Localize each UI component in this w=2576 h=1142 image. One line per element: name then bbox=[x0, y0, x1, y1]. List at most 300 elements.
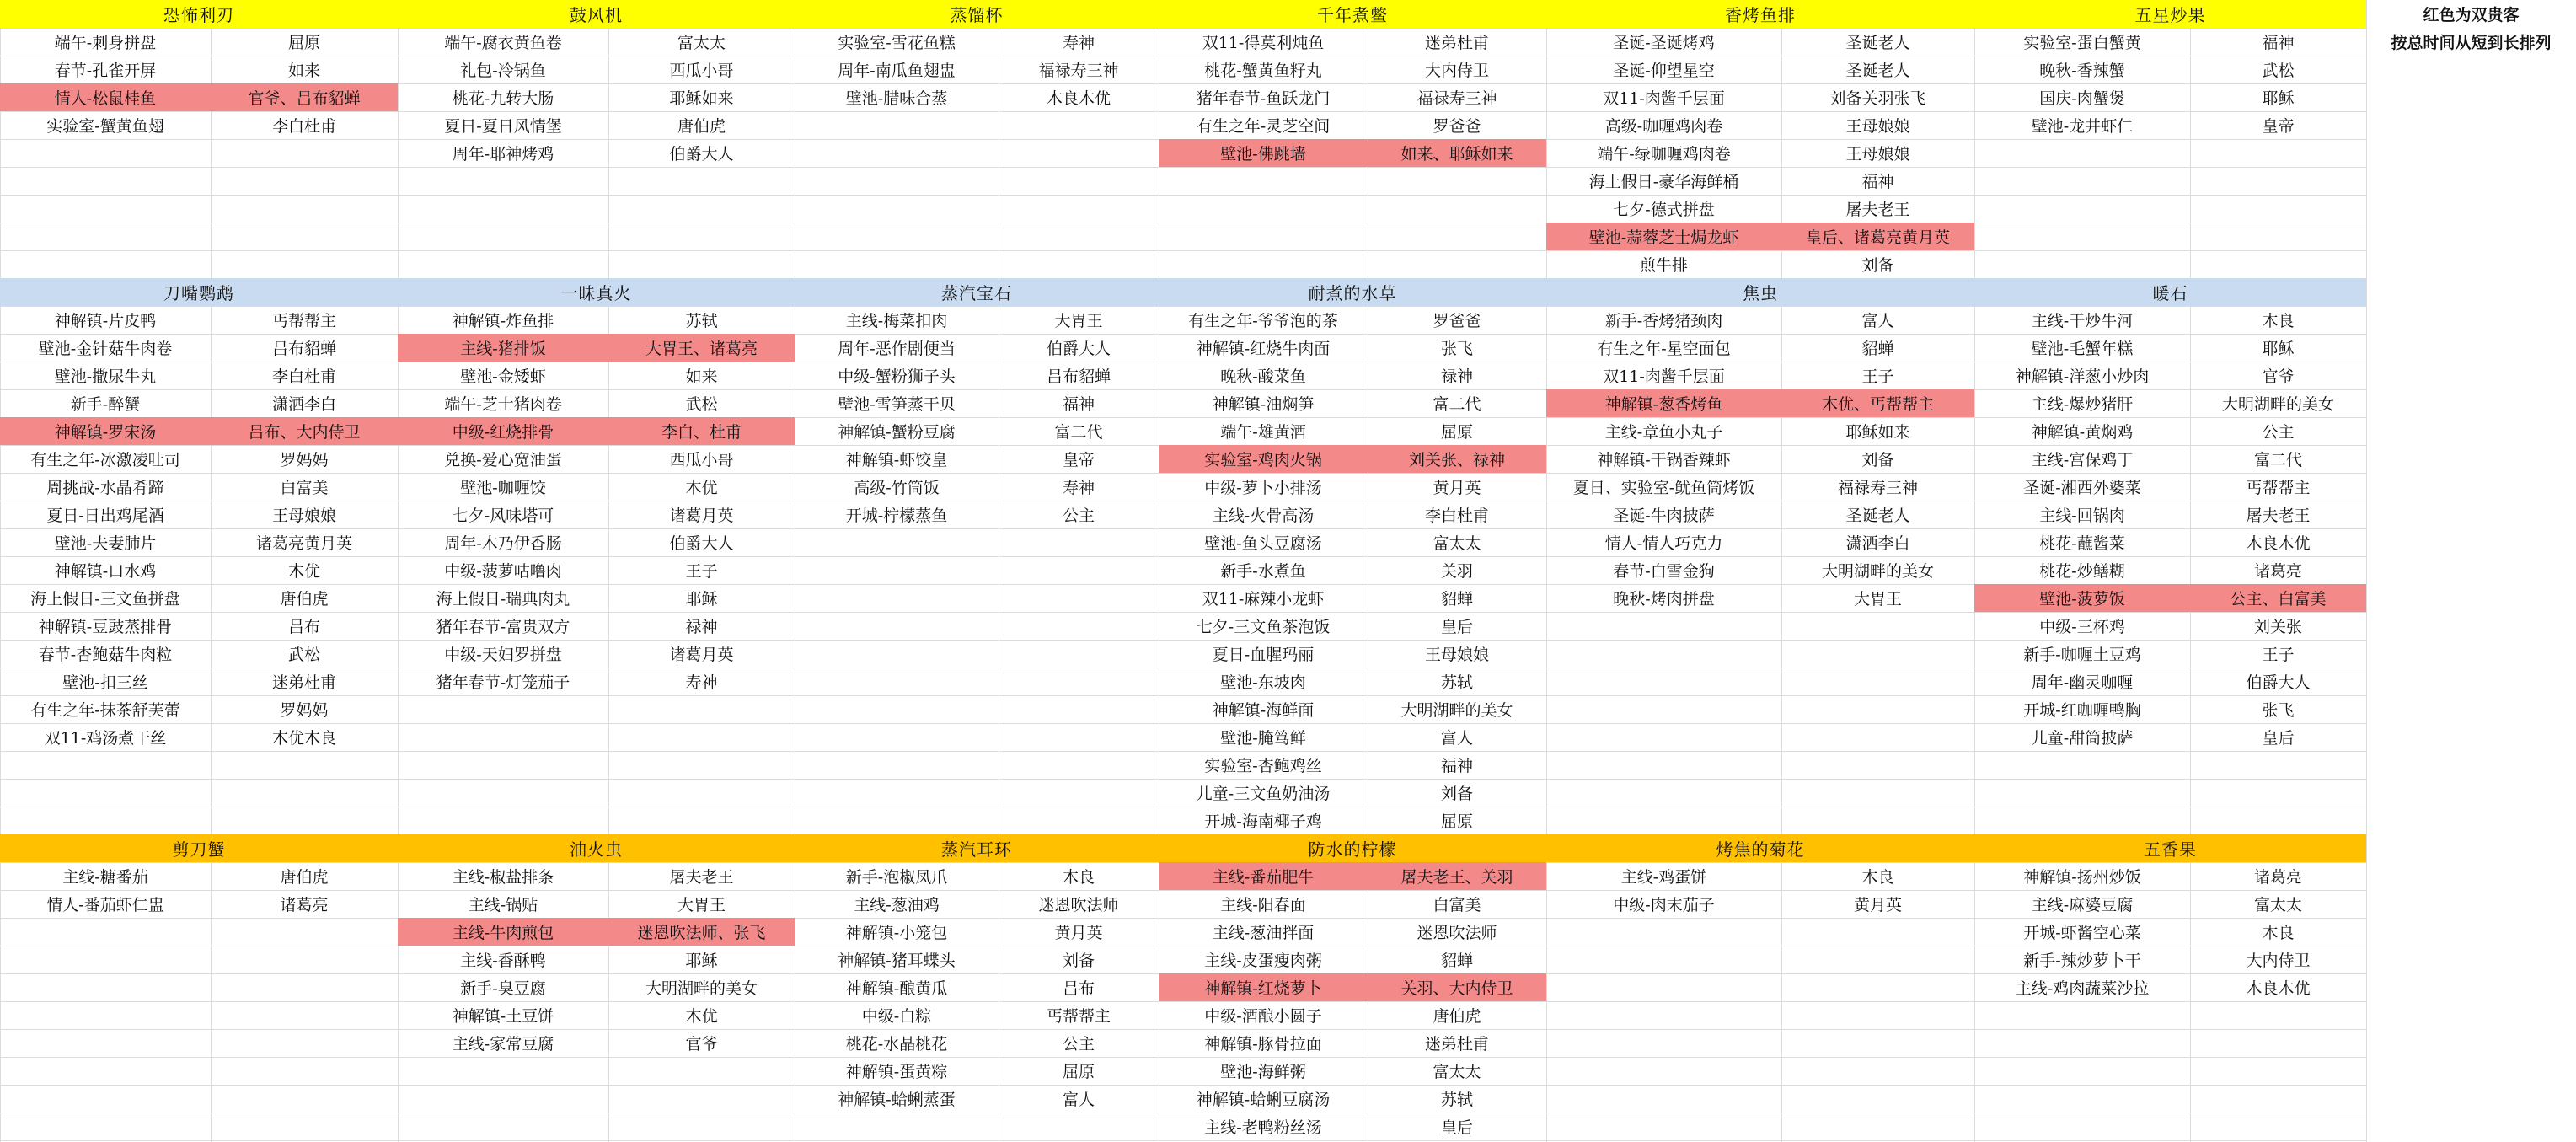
guest-cell[interactable]: 刘备 bbox=[1861, 451, 1894, 469]
dish-cell[interactable]: 端午-刺身拼盘 bbox=[54, 34, 157, 52]
guest-cell[interactable]: 大胃王 bbox=[1054, 312, 1103, 330]
dish-cell[interactable]: 壁池-扣三丝 bbox=[62, 673, 148, 692]
dish-cell[interactable]: 实验室-雪花鱼糕 bbox=[838, 34, 956, 52]
guest-cell[interactable]: 诸葛月英 bbox=[669, 507, 734, 525]
dish-cell[interactable]: 桃花-蘸酱菜 bbox=[2039, 534, 2125, 553]
guest-cell[interactable]: 屈原 bbox=[1440, 423, 1473, 442]
guest-cell[interactable]: 屠夫老王 bbox=[2246, 507, 2311, 525]
dish-cell[interactable]: 神解镇-蛤蜊豆腐汤 bbox=[1196, 1091, 1331, 1109]
guest-cell[interactable]: 迷恩吹法师 bbox=[1038, 896, 1119, 914]
dish-cell[interactable]: 神解镇-土豆饼 bbox=[452, 1007, 554, 1026]
dish-cell[interactable]: 壁池-蒜蓉芝士焗龙虾 bbox=[1546, 223, 1781, 250]
guest-cell[interactable]: 富太太 bbox=[1433, 534, 1481, 553]
guest-cell[interactable]: 大明湖畔的美女 bbox=[1400, 701, 1513, 720]
guest-cell[interactable]: 王母娘娘 bbox=[1845, 117, 1910, 136]
dish-cell[interactable]: 壁池-撒尿牛丸 bbox=[54, 367, 157, 386]
dish-cell[interactable]: 端午-雄黄酒 bbox=[1220, 423, 1306, 442]
guest-cell[interactable]: 木良 bbox=[2262, 924, 2295, 942]
dish-cell[interactable]: 海上假日-三文鱼拼盘 bbox=[30, 590, 180, 609]
dish-cell[interactable]: 中级-蟹粉狮子头 bbox=[838, 367, 956, 386]
guest-cell[interactable]: 木良 bbox=[2262, 312, 2295, 330]
guest-cell[interactable]: 诸葛亮 bbox=[2253, 868, 2302, 887]
dish-cell[interactable]: 端午-腐衣黄鱼卷 bbox=[444, 34, 562, 52]
guest-cell[interactable]: 禄神 bbox=[1440, 367, 1473, 386]
guest-cell[interactable]: 吕布貂蝉 bbox=[271, 340, 336, 358]
dish-cell[interactable]: 神解镇-红烧萝卜 bbox=[1159, 973, 1368, 1001]
dish-cell[interactable]: 壁池-东坡肉 bbox=[1220, 673, 1306, 692]
dish-cell[interactable]: 主线-牛肉煎包 bbox=[398, 918, 608, 946]
dish-cell[interactable]: 主线-糖番茄 bbox=[62, 868, 148, 887]
dish-cell[interactable]: 主线-章鱼小丸子 bbox=[1604, 423, 1723, 442]
dish-cell[interactable]: 主线-阳春面 bbox=[1220, 896, 1306, 914]
dish-cell[interactable]: 双11-麻辣小龙虾 bbox=[1202, 590, 1325, 609]
dish-cell[interactable]: 神解镇-黄焖鸡 bbox=[2031, 423, 2134, 442]
dish-cell[interactable]: 晚秋-香辣蟹 bbox=[2039, 62, 2125, 80]
dish-cell[interactable]: 壁池-海鲜粥 bbox=[1220, 1063, 1306, 1081]
dish-cell[interactable]: 双11-得莫利炖鱼 bbox=[1202, 34, 1325, 52]
guest-cell[interactable]: 富人 bbox=[1861, 312, 1894, 330]
column-header[interactable]: 蒸馏杯 bbox=[795, 0, 1159, 28]
dish-cell[interactable]: 新手-水煮鱼 bbox=[1220, 562, 1306, 581]
column-header[interactable]: 烤焦的菊花 bbox=[1546, 834, 1974, 862]
guest-cell[interactable]: 伯爵大人 bbox=[1046, 340, 1111, 358]
guest-cell[interactable]: 李白、杜甫 bbox=[608, 417, 795, 445]
guest-cell[interactable]: 圣诞老人 bbox=[1845, 62, 1910, 80]
column-header[interactable]: 恐怖利刃 bbox=[0, 0, 398, 28]
dish-cell[interactable]: 兑换-爱心宽油蛋 bbox=[444, 451, 562, 469]
guest-cell[interactable]: 伯爵大人 bbox=[669, 534, 734, 553]
column-header[interactable]: 油火虫 bbox=[398, 834, 795, 862]
dish-cell[interactable]: 主线-家常豆腐 bbox=[452, 1035, 554, 1054]
dish-cell[interactable]: 情人-番茄虾仁盅 bbox=[46, 896, 164, 914]
dish-cell[interactable]: 圣诞-圣诞烤鸡 bbox=[1613, 34, 1715, 52]
guest-cell[interactable]: 迷恩吹法师 bbox=[1417, 924, 1497, 942]
dish-cell[interactable]: 神解镇-口水鸡 bbox=[54, 562, 157, 581]
guest-cell[interactable]: 寿神 bbox=[1062, 34, 1095, 52]
guest-cell[interactable]: 罗妈妈 bbox=[280, 701, 329, 720]
dish-cell[interactable]: 神解镇-扬州炒饭 bbox=[2023, 868, 2141, 887]
dish-cell[interactable]: 新手-泡椒凤爪 bbox=[845, 868, 948, 887]
dish-cell[interactable]: 情人-松鼠桂鱼 bbox=[0, 83, 211, 111]
dish-cell[interactable]: 主线-回锅肉 bbox=[2039, 507, 2125, 525]
dish-cell[interactable]: 神解镇-葱香烤鱼 bbox=[1546, 389, 1781, 417]
dish-cell[interactable]: 猪年春节-灯笼茄子 bbox=[436, 673, 570, 692]
dish-cell[interactable]: 七夕-三文鱼茶泡饭 bbox=[1196, 618, 1331, 636]
guest-cell[interactable]: 木良 bbox=[1861, 868, 1894, 887]
dish-cell[interactable]: 晚秋-酸菜鱼 bbox=[1220, 367, 1306, 386]
guest-cell[interactable]: 皇后、诸葛亮黄月英 bbox=[1781, 223, 1974, 250]
column-header[interactable]: 剪刀蟹 bbox=[0, 834, 398, 862]
dish-cell[interactable]: 有生之年-爷爷泡的茶 bbox=[1188, 312, 1338, 330]
guest-cell[interactable]: 圣诞老人 bbox=[1845, 34, 1910, 52]
guest-cell[interactable]: 王子 bbox=[1861, 367, 1894, 386]
column-header[interactable]: 蒸汽耳环 bbox=[795, 834, 1159, 862]
guest-cell[interactable]: 关羽 bbox=[1440, 562, 1473, 581]
guest-cell[interactable]: 木良木优 bbox=[1046, 89, 1111, 108]
dish-cell[interactable]: 壁池-鱼头豆腐汤 bbox=[1204, 534, 1322, 553]
dish-cell[interactable]: 神解镇-炸鱼排 bbox=[452, 312, 554, 330]
guest-cell[interactable]: 诸葛亮 bbox=[280, 896, 329, 914]
guest-cell[interactable]: 皇帝 bbox=[2262, 117, 2295, 136]
dish-cell[interactable]: 中级-菠萝咕噜肉 bbox=[444, 562, 562, 581]
dish-cell[interactable]: 壁池-雪笋蒸干贝 bbox=[838, 395, 956, 414]
dish-cell[interactable]: 猪年春节-鱼跃龙门 bbox=[1196, 89, 1331, 108]
guest-cell[interactable]: 迷恩吹法师、张飞 bbox=[608, 918, 795, 946]
dish-cell[interactable]: 主线-爆炒猪肝 bbox=[2031, 395, 2134, 414]
guest-cell[interactable]: 寿神 bbox=[1062, 479, 1095, 497]
guest-cell[interactable]: 吕布、大内侍卫 bbox=[211, 417, 398, 445]
guest-cell[interactable]: 罗爸爸 bbox=[1433, 312, 1481, 330]
guest-cell[interactable]: 潇洒李白 bbox=[1845, 534, 1910, 553]
dish-cell[interactable]: 周年-恶作剧便当 bbox=[838, 340, 956, 358]
guest-cell[interactable]: 唐伯虎 bbox=[1433, 1007, 1481, 1026]
dish-cell[interactable]: 主线-葱油鸡 bbox=[854, 896, 940, 914]
guest-cell[interactable]: 木良木优 bbox=[2246, 979, 2311, 998]
dish-cell[interactable]: 神解镇-蟹粉豆腐 bbox=[838, 423, 956, 442]
guest-cell[interactable]: 刘备关羽张飞 bbox=[1829, 89, 1926, 108]
guest-cell[interactable]: 皇后 bbox=[1440, 1118, 1473, 1137]
guest-cell[interactable]: 富二代 bbox=[1433, 395, 1481, 414]
guest-cell[interactable]: 富太太 bbox=[1433, 1063, 1481, 1081]
guest-cell[interactable]: 福禄寿三神 bbox=[1837, 479, 1918, 497]
dish-cell[interactable]: 桃花-九转大肠 bbox=[452, 89, 554, 108]
guest-cell[interactable]: 富人 bbox=[1062, 1091, 1095, 1109]
dish-cell[interactable]: 中级-酒酿小圆子 bbox=[1204, 1007, 1322, 1026]
guest-cell[interactable]: 耶稣如来 bbox=[1845, 423, 1910, 442]
guest-cell[interactable]: 黄月英 bbox=[1853, 896, 1902, 914]
guest-cell[interactable]: 耶稣如来 bbox=[669, 89, 734, 108]
dish-cell[interactable]: 主线-番茄肥牛 bbox=[1159, 862, 1368, 890]
dish-cell[interactable]: 中级-红烧排骨 bbox=[398, 417, 608, 445]
dish-cell[interactable]: 主线-梅菜扣肉 bbox=[845, 312, 948, 330]
dish-cell[interactable]: 端午-绿咖喱鸡肉卷 bbox=[1597, 145, 1731, 164]
column-header[interactable]: 鼓风机 bbox=[398, 0, 795, 28]
guest-cell[interactable]: 公主、白富美 bbox=[2190, 584, 2366, 612]
dish-cell[interactable]: 春节-杏鲍菇牛肉粒 bbox=[38, 646, 173, 664]
guest-cell[interactable]: 大胃王 bbox=[677, 896, 726, 914]
guest-cell[interactable]: 潇洒李白 bbox=[271, 395, 336, 414]
dish-cell[interactable]: 夏日-夏日风情堡 bbox=[444, 117, 562, 136]
dish-cell[interactable]: 壁池-腌笃鲜 bbox=[1220, 729, 1306, 748]
dish-cell[interactable]: 主线-老鸭粉丝汤 bbox=[1204, 1118, 1322, 1137]
guest-cell[interactable]: 皇后 bbox=[1440, 618, 1473, 636]
dish-cell[interactable]: 礼包-冷锅鱼 bbox=[460, 62, 546, 80]
dish-cell[interactable]: 神解镇-红烧牛肉面 bbox=[1196, 340, 1331, 358]
dish-cell[interactable]: 新手-醉蟹 bbox=[70, 395, 141, 414]
dish-cell[interactable]: 海上假日-豪华海鲜桶 bbox=[1588, 173, 1739, 191]
dish-cell[interactable]: 圣诞-牛肉披萨 bbox=[1613, 507, 1715, 525]
guest-cell[interactable]: 富二代 bbox=[1054, 423, 1103, 442]
dish-cell[interactable]: 壁池-腊味合蒸 bbox=[845, 89, 948, 108]
dish-cell[interactable]: 有生之年-灵芝空间 bbox=[1196, 117, 1331, 136]
guest-cell[interactable]: 罗妈妈 bbox=[280, 451, 329, 469]
guest-cell[interactable]: 王母娘娘 bbox=[1845, 145, 1910, 164]
guest-cell[interactable]: 木良 bbox=[1062, 868, 1095, 887]
guest-cell[interactable]: 迷弟杜甫 bbox=[1424, 1035, 1489, 1054]
guest-cell[interactable]: 关羽、大内侍卫 bbox=[1368, 973, 1546, 1001]
guest-cell[interactable]: 吕布 bbox=[1062, 979, 1095, 998]
guest-cell[interactable]: 富太太 bbox=[677, 34, 726, 52]
dish-cell[interactable]: 周年-南瓜鱼翅盅 bbox=[838, 62, 956, 80]
guest-cell[interactable]: 如来 bbox=[287, 62, 320, 80]
dish-cell[interactable]: 夏日、实验室-鱿鱼筒烤饭 bbox=[1572, 479, 1755, 497]
column-header[interactable]: 焦虫 bbox=[1546, 278, 1974, 306]
guest-cell[interactable]: 苏轼 bbox=[1440, 673, 1473, 692]
guest-cell[interactable]: 貂蝉 bbox=[1440, 590, 1473, 609]
dish-cell[interactable]: 主线-麻婆豆腐 bbox=[2031, 896, 2134, 914]
dish-cell[interactable]: 高级-竹筒饭 bbox=[854, 479, 940, 497]
guest-cell[interactable]: 官爷 bbox=[2262, 367, 2295, 386]
dish-cell[interactable]: 双11-肉酱千层面 bbox=[1603, 89, 1725, 108]
guest-cell[interactable]: 禄神 bbox=[685, 618, 718, 636]
dish-cell[interactable]: 主线-香酥鸭 bbox=[460, 952, 546, 970]
guest-cell[interactable]: 福禄寿三神 bbox=[1417, 89, 1497, 108]
guest-cell[interactable]: 大内侍卫 bbox=[1424, 62, 1489, 80]
dish-cell[interactable]: 春节-白雪金狗 bbox=[1613, 562, 1715, 581]
guest-cell[interactable]: 张飞 bbox=[1440, 340, 1473, 358]
dish-cell[interactable]: 周年-耶神烤鸡 bbox=[452, 145, 554, 164]
dish-cell[interactable]: 神解镇-蛋黄粽 bbox=[845, 1063, 948, 1081]
dish-cell[interactable]: 新手-咖喱土豆鸡 bbox=[2023, 646, 2141, 664]
dish-cell[interactable]: 神解镇-豆豉蒸排骨 bbox=[38, 618, 173, 636]
dish-cell[interactable]: 神解镇-罗宋汤 bbox=[0, 417, 211, 445]
dish-cell[interactable]: 七夕-风味塔可 bbox=[452, 507, 554, 525]
guest-cell[interactable]: 迷弟杜甫 bbox=[271, 673, 336, 692]
dish-cell[interactable]: 晚秋-烤肉拼盘 bbox=[1613, 590, 1715, 609]
dish-cell[interactable]: 壁池-佛跳墙 bbox=[1159, 139, 1368, 167]
guest-cell[interactable]: 如来 bbox=[685, 367, 718, 386]
dish-cell[interactable]: 新手-辣炒萝卜干 bbox=[2023, 952, 2141, 970]
guest-cell[interactable]: 武松 bbox=[685, 395, 718, 414]
guest-cell[interactable]: 唐伯虎 bbox=[280, 868, 329, 887]
guest-cell[interactable]: 木优、丐帮帮主 bbox=[1781, 389, 1974, 417]
guest-cell[interactable]: 公主 bbox=[2262, 423, 2295, 442]
guest-cell[interactable]: 吕布 bbox=[287, 618, 320, 636]
dish-cell[interactable]: 高级-咖喱鸡肉卷 bbox=[1604, 117, 1723, 136]
guest-cell[interactable]: 木优木良 bbox=[271, 729, 336, 748]
guest-cell[interactable]: 屈原 bbox=[1062, 1063, 1095, 1081]
guest-cell[interactable]: 丐帮帮主 bbox=[271, 312, 336, 330]
column-header[interactable]: 防水的柠檬 bbox=[1159, 834, 1546, 862]
column-header[interactable]: 五星炒果 bbox=[1974, 0, 2366, 28]
dish-cell[interactable]: 壁池-菠萝饭 bbox=[1974, 584, 2190, 612]
guest-cell[interactable]: 刘备 bbox=[1062, 952, 1095, 970]
dish-cell[interactable]: 主线-猪排饭 bbox=[398, 334, 608, 362]
guest-cell[interactable]: 耶稣 bbox=[685, 590, 718, 609]
guest-cell[interactable]: 木优 bbox=[685, 479, 718, 497]
dish-cell[interactable]: 双11-肉酱千层面 bbox=[1603, 367, 1725, 386]
dish-cell[interactable]: 神解镇-海鲜面 bbox=[1212, 701, 1315, 720]
guest-cell[interactable]: 丐帮帮主 bbox=[1046, 1007, 1111, 1026]
dish-cell[interactable]: 实验室-鸡肉火锅 bbox=[1159, 445, 1368, 473]
guest-cell[interactable]: 大胃王、诸葛亮 bbox=[608, 334, 795, 362]
dish-cell[interactable]: 主线-干炒牛河 bbox=[2031, 312, 2134, 330]
dish-cell[interactable]: 周年-木乃伊香肠 bbox=[444, 534, 562, 553]
dish-cell[interactable]: 周挑战-水晶肴蹄 bbox=[46, 479, 164, 497]
column-header[interactable]: 香烤鱼排 bbox=[1546, 0, 1974, 28]
dish-cell[interactable]: 夏日-日出鸡尾酒 bbox=[46, 507, 164, 525]
guest-cell[interactable]: 公主 bbox=[1062, 507, 1095, 525]
column-header[interactable]: 刀嘴鹦鹉 bbox=[0, 278, 398, 306]
guest-cell[interactable]: 黄月英 bbox=[1054, 924, 1103, 942]
dish-cell[interactable]: 壁池-夫妻肺片 bbox=[54, 534, 157, 553]
dish-cell[interactable]: 有生之年-星空面包 bbox=[1597, 340, 1731, 358]
guest-cell[interactable]: 大明湖畔的美女 bbox=[2221, 395, 2334, 414]
dish-cell[interactable]: 儿童-三文鱼奶油汤 bbox=[1196, 785, 1331, 803]
column-header[interactable]: 耐煮的水草 bbox=[1159, 278, 1546, 306]
dish-cell[interactable]: 春节-孔雀开屏 bbox=[54, 62, 157, 80]
guest-cell[interactable]: 黄月英 bbox=[1433, 479, 1481, 497]
dish-cell[interactable]: 神解镇-干锅香辣虾 bbox=[1597, 451, 1731, 469]
guest-cell[interactable]: 貂蝉 bbox=[1440, 952, 1473, 970]
guest-cell[interactable]: 耶稣 bbox=[2262, 89, 2295, 108]
column-header[interactable]: 五香果 bbox=[1974, 834, 2366, 862]
guest-cell[interactable]: 唐伯虎 bbox=[677, 117, 726, 136]
guest-cell[interactable]: 唐伯虎 bbox=[280, 590, 329, 609]
guest-cell[interactable]: 白富美 bbox=[280, 479, 329, 497]
dish-cell[interactable]: 主线-鸡肉蔬菜沙拉 bbox=[2015, 979, 2150, 998]
guest-cell[interactable]: 福神 bbox=[1440, 757, 1473, 775]
dish-cell[interactable]: 主线-椒盐排条 bbox=[452, 868, 554, 887]
dish-cell[interactable]: 中级-天妇罗拼盘 bbox=[444, 646, 562, 664]
column-header[interactable]: 暖石 bbox=[1974, 278, 2366, 306]
guest-cell[interactable]: 福神 bbox=[2262, 34, 2295, 52]
guest-cell[interactable]: 吕布貂蝉 bbox=[1046, 367, 1111, 386]
dish-cell[interactable]: 圣诞-仰望星空 bbox=[1613, 62, 1715, 80]
guest-cell[interactable]: 木优 bbox=[685, 1007, 718, 1026]
dish-cell[interactable]: 神解镇-小笼包 bbox=[845, 924, 948, 942]
guest-cell[interactable]: 诸葛月英 bbox=[669, 646, 734, 664]
dish-cell[interactable]: 双11-鸡汤煮干丝 bbox=[44, 729, 167, 748]
dish-cell[interactable]: 端午-芝士猪肉卷 bbox=[444, 395, 562, 414]
guest-cell[interactable]: 王母娘娘 bbox=[271, 507, 336, 525]
dish-cell[interactable]: 开城-虾酱空心菜 bbox=[2023, 924, 2141, 942]
guest-cell[interactable]: 罗爸爸 bbox=[1433, 117, 1481, 136]
guest-cell[interactable]: 官爷、吕布貂蝉 bbox=[211, 83, 398, 111]
dish-cell[interactable]: 神解镇-酿黄瓜 bbox=[845, 979, 948, 998]
guest-cell[interactable]: 屠夫老王 bbox=[669, 868, 734, 887]
guest-cell[interactable]: 大明湖畔的美女 bbox=[1821, 562, 1934, 581]
dish-cell[interactable]: 实验室-蛋白蟹黄 bbox=[2023, 34, 2141, 52]
guest-cell[interactable]: 刘关张 bbox=[2253, 618, 2302, 636]
guest-cell[interactable]: 屈原 bbox=[1440, 812, 1473, 831]
guest-cell[interactable]: 武松 bbox=[2262, 62, 2295, 80]
guest-cell[interactable]: 大胃王 bbox=[1853, 590, 1902, 609]
column-header[interactable]: 蒸汽宝石 bbox=[795, 278, 1159, 306]
guest-cell[interactable]: 福禄寿三神 bbox=[1038, 62, 1119, 80]
dish-cell[interactable]: 新手-臭豆腐 bbox=[460, 979, 546, 998]
dish-cell[interactable]: 神解镇-油焖笋 bbox=[1212, 395, 1315, 414]
dish-cell[interactable]: 壁池-金针菇牛肉卷 bbox=[38, 340, 173, 358]
guest-cell[interactable]: 福神 bbox=[1062, 395, 1095, 414]
guest-cell[interactable]: 诸葛亮黄月英 bbox=[255, 534, 352, 553]
guest-cell[interactable]: 白富美 bbox=[1433, 896, 1481, 914]
dish-cell[interactable]: 开城-海南椰子鸡 bbox=[1204, 812, 1322, 831]
dish-cell[interactable]: 神解镇-豚骨拉面 bbox=[1204, 1035, 1322, 1054]
guest-cell[interactable]: 耶稣 bbox=[2262, 340, 2295, 358]
dish-cell[interactable]: 儿童-甜筒披萨 bbox=[2031, 729, 2134, 748]
dish-cell[interactable]: 中级-白粽 bbox=[861, 1007, 932, 1026]
guest-cell[interactable]: 李白杜甫 bbox=[1424, 507, 1489, 525]
dish-cell[interactable]: 实验室-杏鲍鸡丝 bbox=[1204, 757, 1322, 775]
dish-cell[interactable]: 周年-幽灵咖喱 bbox=[2031, 673, 2134, 692]
guest-cell[interactable]: 诸葛亮 bbox=[2253, 562, 2302, 581]
dish-cell[interactable]: 桃花-水晶桃花 bbox=[845, 1035, 948, 1054]
guest-cell[interactable]: 伯爵大人 bbox=[669, 145, 734, 164]
dish-cell[interactable]: 夏日-血腥玛丽 bbox=[1212, 646, 1315, 664]
guest-cell[interactable]: 张飞 bbox=[2262, 701, 2295, 720]
dish-cell[interactable]: 七夕-德式拼盘 bbox=[1613, 201, 1715, 219]
dish-cell[interactable]: 壁池-金矮虾 bbox=[460, 367, 546, 386]
guest-cell[interactable]: 王母娘娘 bbox=[1424, 646, 1489, 664]
guest-cell[interactable]: 官爷 bbox=[685, 1035, 718, 1054]
guest-cell[interactable]: 武松 bbox=[287, 646, 320, 664]
guest-cell[interactable]: 苏轼 bbox=[685, 312, 718, 330]
dish-cell[interactable]: 猪年春节-富贵双方 bbox=[436, 618, 570, 636]
dish-cell[interactable]: 壁池-龙井虾仁 bbox=[2031, 117, 2134, 136]
guest-cell[interactable]: 皇帝 bbox=[1062, 451, 1095, 469]
dish-cell[interactable]: 国庆-肉蟹煲 bbox=[2039, 89, 2125, 108]
guest-cell[interactable]: 刘关张、禄神 bbox=[1368, 445, 1546, 473]
dish-cell[interactable]: 开城-红咖喱鸭胸 bbox=[2023, 701, 2141, 720]
dish-cell[interactable]: 开城-柠檬蒸鱼 bbox=[845, 507, 948, 525]
column-header[interactable]: 一昧真火 bbox=[398, 278, 795, 306]
guest-cell[interactable]: 富二代 bbox=[2253, 451, 2302, 469]
guest-cell[interactable]: 福神 bbox=[1861, 173, 1894, 191]
dish-cell[interactable]: 主线-火骨高汤 bbox=[1212, 507, 1315, 525]
guest-cell[interactable]: 屈原 bbox=[287, 34, 320, 52]
dish-cell[interactable]: 神解镇-虾饺皇 bbox=[845, 451, 948, 469]
dish-cell[interactable]: 中级-肉末茄子 bbox=[1613, 896, 1715, 914]
dish-cell[interactable]: 圣诞-湘西外婆菜 bbox=[2023, 479, 2141, 497]
guest-cell[interactable]: 刘备 bbox=[1861, 256, 1894, 275]
guest-cell[interactable]: 王子 bbox=[685, 562, 718, 581]
guest-cell[interactable]: 大明湖畔的美女 bbox=[645, 979, 758, 998]
dish-cell[interactable]: 神解镇-洋葱小炒肉 bbox=[2015, 367, 2150, 386]
column-header[interactable]: 千年煮鳖 bbox=[1159, 0, 1546, 28]
guest-cell[interactable]: 屠夫老王 bbox=[1845, 201, 1910, 219]
guest-cell[interactable]: 屠夫老王、关羽 bbox=[1368, 862, 1546, 890]
guest-cell[interactable]: 大内侍卫 bbox=[2246, 952, 2311, 970]
guest-cell[interactable]: 寿神 bbox=[685, 673, 718, 692]
dish-cell[interactable]: 主线-皮蛋瘦肉粥 bbox=[1204, 952, 1322, 970]
dish-cell[interactable]: 海上假日-瑞典肉丸 bbox=[436, 590, 570, 609]
guest-cell[interactable]: 如来、耶稣如来 bbox=[1368, 139, 1546, 167]
dish-cell[interactable]: 神解镇-蛤蜊蒸蛋 bbox=[838, 1091, 956, 1109]
guest-cell[interactable]: 王子 bbox=[2262, 646, 2295, 664]
dish-cell[interactable]: 主线-宫保鸡丁 bbox=[2031, 451, 2134, 469]
dish-cell[interactable]: 壁池-咖喱饺 bbox=[460, 479, 546, 497]
guest-cell[interactable]: 富人 bbox=[1440, 729, 1473, 748]
guest-cell[interactable]: 貂蝉 bbox=[1861, 340, 1894, 358]
dish-cell[interactable]: 有生之年-冰激凌吐司 bbox=[30, 451, 180, 469]
guest-cell[interactable]: 耶稣 bbox=[685, 952, 718, 970]
guest-cell[interactable]: 李白杜甫 bbox=[271, 367, 336, 386]
dish-cell[interactable]: 情人-情人巧克力 bbox=[1604, 534, 1723, 553]
guest-cell[interactable]: 迷弟杜甫 bbox=[1424, 34, 1489, 52]
guest-cell[interactable]: 木优 bbox=[287, 562, 320, 581]
guest-cell[interactable]: 苏轼 bbox=[1440, 1091, 1473, 1109]
guest-cell[interactable]: 李白杜甫 bbox=[271, 117, 336, 136]
dish-cell[interactable]: 主线-葱油拌面 bbox=[1212, 924, 1315, 942]
dish-cell[interactable]: 煎牛排 bbox=[1639, 256, 1688, 275]
dish-cell[interactable]: 桃花-蟹黄鱼籽丸 bbox=[1204, 62, 1322, 80]
guest-cell[interactable]: 伯爵大人 bbox=[2246, 673, 2311, 692]
guest-cell[interactable]: 丐帮帮主 bbox=[2246, 479, 2311, 497]
guest-cell[interactable]: 公主 bbox=[1062, 1035, 1095, 1054]
dish-cell[interactable]: 桃花-炒鳝糊 bbox=[2039, 562, 2125, 581]
guest-cell[interactable]: 木良木优 bbox=[2246, 534, 2311, 553]
